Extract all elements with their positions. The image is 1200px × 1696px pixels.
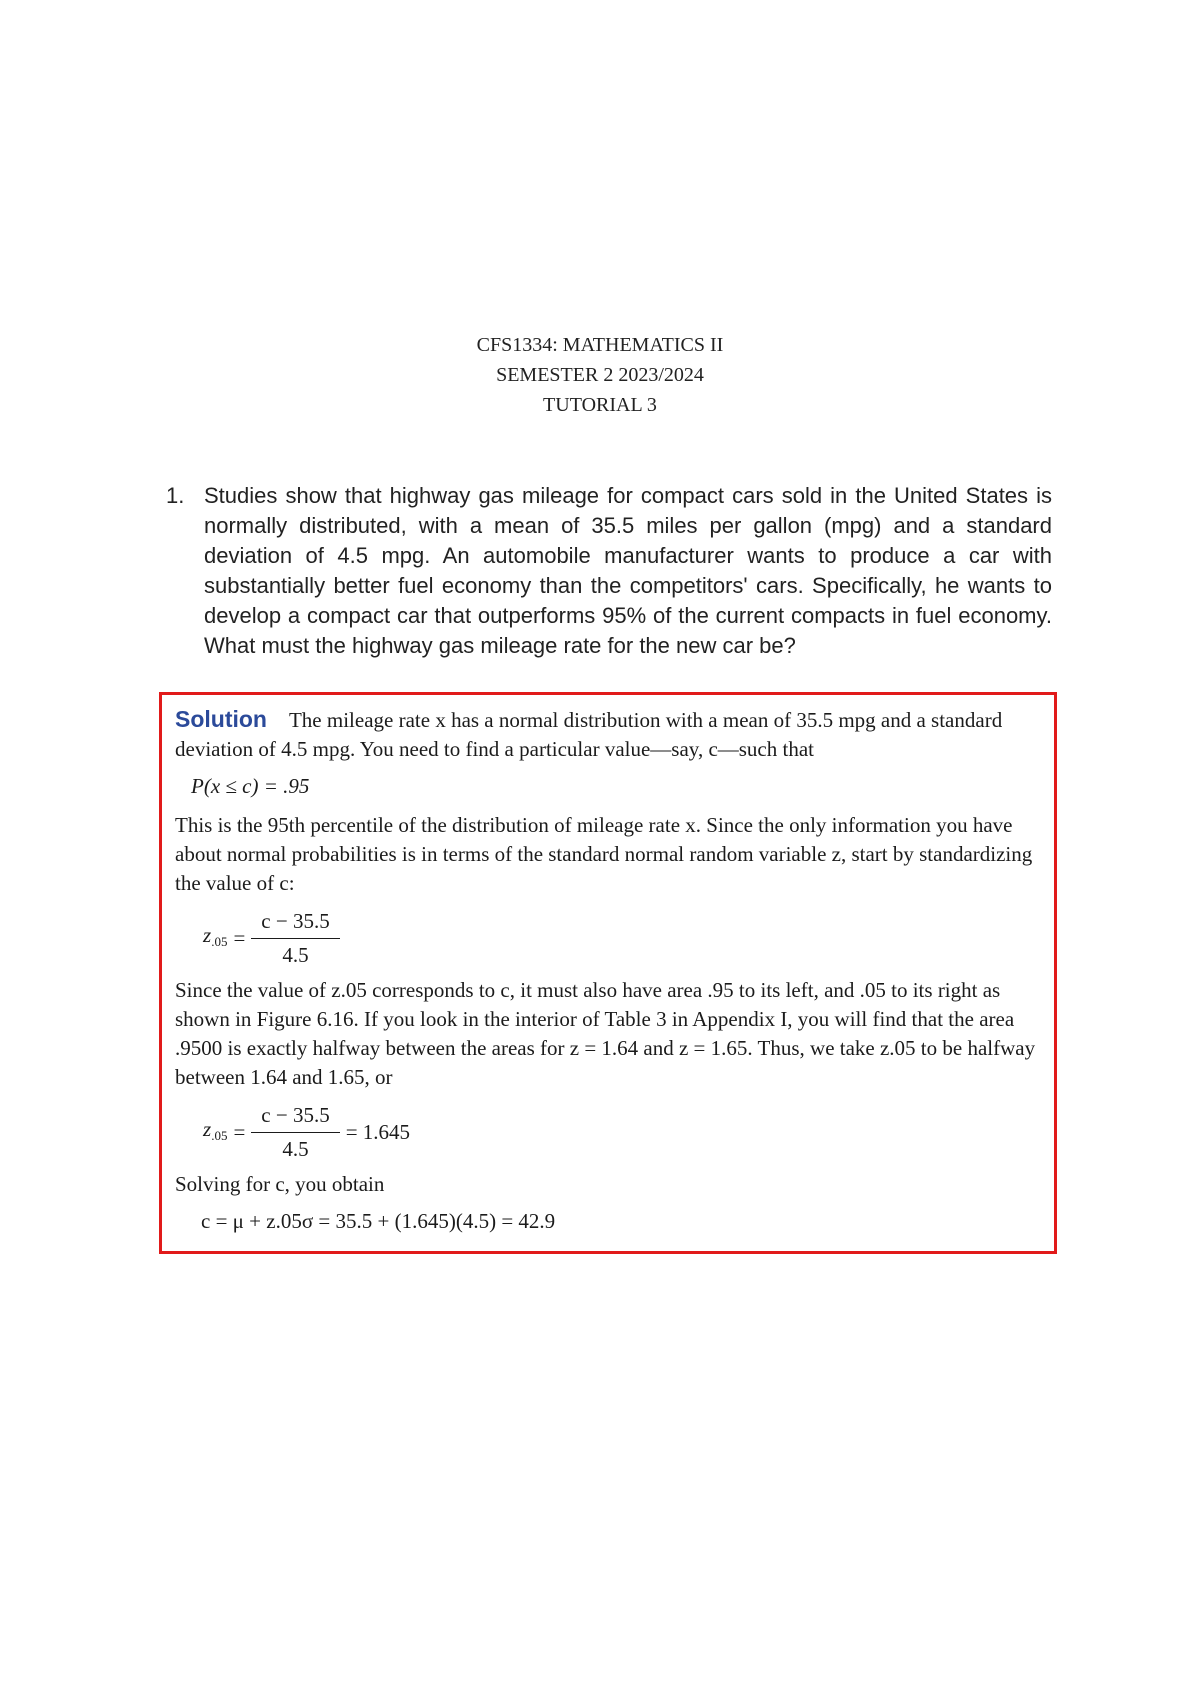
z-symbol: $z_{.05}$	[203, 922, 228, 949]
fraction-numerator-2: c − 35.5	[251, 1101, 339, 1133]
z-symbol-2: $z_{.05}$	[203, 1116, 228, 1143]
question-text: Studies show that highway gas mileage for compact cars sold in the United States is normally distributed, with a mean of 35.5 miles per gallon (mpg) and a standard deviation of 4.5 mpg. An automobile manufacturer wants to produce a car with substantially better fuel economy than the competitors' cars. Specifically, he wants to develop a compact car that outperforms 95% of the current compacts in fuel economy. What must the highway gas mileage rate for the new car be?	[204, 483, 1052, 658]
semester-line: SEMESTER 2 2023/2024	[496, 364, 704, 386]
solution-intro-paragraph	[175, 705, 1043, 764]
solution-box	[159, 692, 1057, 1254]
solution-content	[175, 705, 1043, 1236]
equals-sign-2: =	[233, 1119, 246, 1144]
standardize-equation	[203, 906, 1043, 970]
fraction-numerator: c − 35.5	[251, 907, 339, 939]
solution-intro-text: The mileage rate x has a normal distribution with a mean of 35.5 mpg and a standard deviation of 4.5 mpg. You need to find a particular value—say, c—such that	[175, 708, 1003, 761]
z-subscript-2: .05	[211, 1127, 228, 1143]
z-value-equation	[203, 1100, 1043, 1164]
z-result: = 1.645	[345, 1119, 411, 1144]
fraction	[251, 907, 339, 970]
document-header	[0, 330, 1200, 420]
final-equation: c = μ + z.05σ = 35.5 + (1.645)(4.5) = 42.9	[201, 1209, 556, 1233]
fraction-denominator: 4.5	[282, 942, 309, 967]
probability-equation: P(x ≤ c) = .95	[191, 774, 310, 798]
question-1	[166, 481, 1052, 661]
equals-sign: =	[233, 925, 246, 950]
tutorial-title: TUTORIAL 3	[543, 394, 657, 416]
course-title: CFS1334: MATHEMATICS II	[476, 334, 724, 356]
solution-paragraph-4: Solving for c, you obtain	[175, 1172, 385, 1196]
solution-paragraph-3: Since the value of z.05 corresponds to c, it must also have area .95 to its left, and .05 to its right as shown in Figure 6.16. If you look in the interior of Table 3 in Appendix I, you will find that the area .9500 is exactly halfway between the areas for z = 1.64 and z = 1.65. Thus, we take z.05 to be halfway between 1.64 and 1.65, or	[175, 978, 1036, 1089]
fraction-denominator-2: 4.5	[282, 1136, 309, 1161]
solution-label: Solution	[175, 706, 267, 732]
solution-paragraph-2: This is the 95th percentile of the distribution of mileage rate x. Since the only information you have about normal probabilities is in terms of the standard normal random variable z, start by standardizing the value of c:	[175, 813, 1033, 895]
z-subscript: .05	[211, 933, 228, 949]
question-number: 1.	[166, 483, 185, 508]
fraction-2	[251, 1101, 339, 1164]
